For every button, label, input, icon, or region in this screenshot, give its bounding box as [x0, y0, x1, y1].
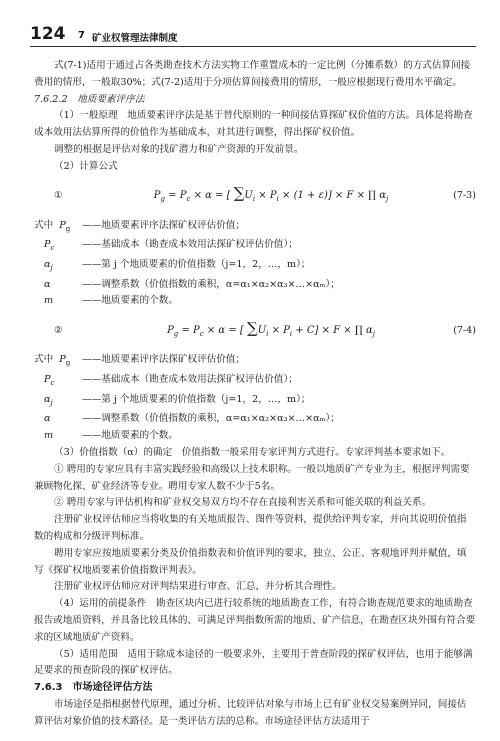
definition-row: m ——地质要素的个数。 [44, 295, 178, 307]
paragraph-scope: （5）适用范围 适用于除成本途径的一般要求外，主要用于普查阶段的探矿权评估，也用于能够满足要求的预查阶段的探矿权评估。 [34, 648, 473, 677]
paragraph-principle: （1）一般原理 地质要素评序法是基于替代原则的一种间接估算探矿权价值的方法。具体是将勘查成本效用法估算所得的价值作为基础成本，对其进行调整，得出探矿权价值。 [34, 110, 473, 139]
equation-body: $P_g = P_c \times \alpha$ = [ $\sum U_i \times P_i \times (1 + \varepsilon)] \times F$ × ∏ $\alpha_j$ [153, 184, 389, 204]
running-header [30, 20, 476, 47]
definitions-list-2 [34, 352, 476, 445]
definition-row: α ——调整系数（价值指数的乘积，α=α₁×α₂×α₃×…×αₘ）； [44, 413, 340, 425]
paragraph-formula-note: 式(7-1)适用于通过占各类勘查技术方法实物工作重置成本的一定比例（分摊系数）的方式估算间接费用的情形，一般取30%；式(7-2)适用于分项估算间接费用的情形，一般应根据现行费用水平确定。 [34, 60, 471, 88]
paragraph-basis: 调整的根据是评估对象的找矿潜力和矿产资源的开发前景。 [54, 143, 304, 155]
equation-number: (7-3) [453, 190, 476, 202]
paragraph-requirement-2: ② 聘用专家与评估机构和矿业权交易双方均不存在直接利害关系和可能关联的利益关系。 [54, 497, 432, 509]
chapter-title: 矿业权管理法律制度 [92, 33, 178, 44]
paragraph-requirement-3: 注册矿业权评估师应当将收集的有关地质报告、图件等资料，提供给评判专家，并向其说明价值指数的构成和分级评判标准。 [34, 514, 467, 542]
section-heading-7622: 7.6.2.2 地质要素评序法 [34, 93, 145, 105]
definition-row: $P_c$ ——基础成本（勘查成本效用法探矿权评估价值）； [44, 373, 298, 387]
definition-row: α ——调整系数（价值指数的乘积，α=α₁×α₂×α₃×…×αₘ）； [44, 278, 340, 290]
definition-row: $\alpha_j$ ——第 j 个地质要素的价值指数（j=1，2，…，m）； [44, 258, 311, 272]
equation-label: ① [54, 190, 63, 202]
paragraph-value-index: （3）价值指数（α）的确定 价值指数一般采用专家评判方式进行。专家评判基本要求如下。 [54, 446, 451, 458]
definition-row: $\alpha_j$ ——第 j 个地质要素的价值指数（j=1，2，…，m）； [44, 393, 311, 407]
definitions-list-1 [34, 218, 476, 311]
paragraph-requirement-5: 注册矿业权评估师应对评判结果进行审查、汇总，并分析其合理性。 [54, 581, 342, 593]
page-number: 124 [30, 24, 66, 44]
paragraph-market-approach: 市场途径是指根据替代原理，通过分析、比较评估对象与市场上已有矿业权交易案例异同，间接估算评估对象价值的技术路径。是一类评估方法的总称。市场途径评估方法适用于 [34, 698, 467, 727]
definition-row: 式中 $P_g$ ——地质要素评序法探矿权评估价值； [34, 354, 246, 368]
definition-row: m ——地质要素的个数。 [44, 430, 178, 442]
paragraph-requirement-1: ① 聘用的专家应具有丰富实践经验和高级以上技术职称。一般以地质矿产专业为主，根据评判需要兼顾物化探、矿业经济等专业。聘用专家人数不少于5名。 [34, 463, 470, 492]
definition-row: 式中 $P_g$ ——地质要素评序法探矿权评估价值； [34, 219, 246, 233]
section-heading-763: 7.6.3 市场途径评估方法 [34, 682, 153, 694]
paragraph-premise: （4）运用的前提条件 勘查区块内已进行较系统的地质勘查工作，有符合勘查规范要求的地质勘查报告或地质资料，并具备比较具体的、可满足评判指数所需的地质、矿产信息，在勘查区块外围有符合要求的区域地质矿产资料。 [34, 598, 476, 643]
equation-label: ② [54, 324, 63, 336]
chapter-number: 7 [78, 30, 85, 41]
equation-7-4 [34, 310, 476, 352]
definition-row: $P_c$ ——基础成本（勘查成本效用法探矿权评估价值）； [44, 239, 298, 253]
paragraph-requirement-4: 聘用专家应按地质要素分类及价值指数表和价值评判的要求，独立、公正、客观地评判并赋值，填写《探矿权地质要素价值指数评判表》。 [34, 547, 467, 576]
equation-7-3 [34, 176, 476, 218]
equation-body: $P_g = P_c \times \alpha$ = [ $\sum U_i \times P_i + C] \times F$ × ∏ $\alpha_j$ [167, 318, 375, 338]
page-body [34, 58, 476, 731]
paragraph-calc-heading: （2）计算公式 [54, 160, 118, 172]
equation-number: (7-4) [453, 324, 476, 336]
